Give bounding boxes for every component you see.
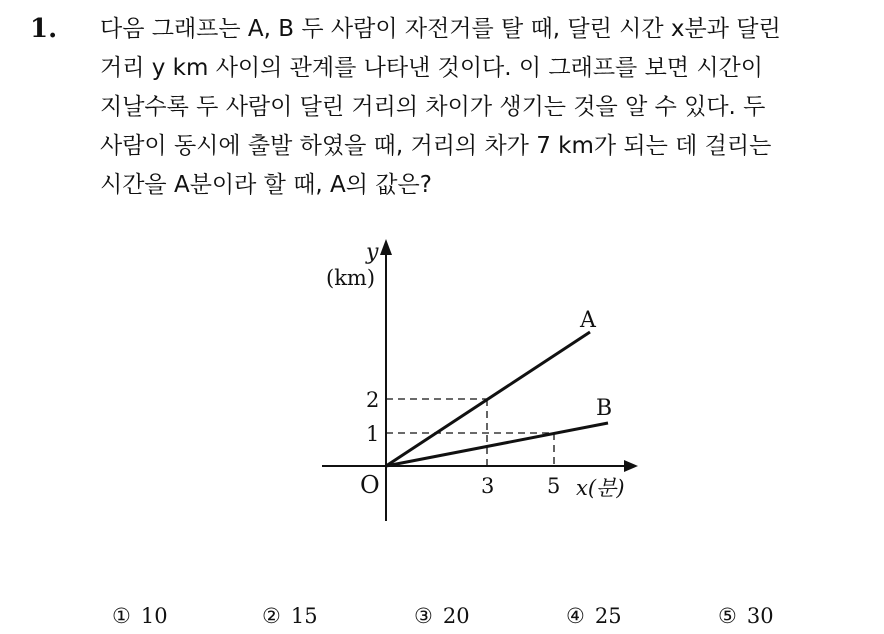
- choice-value: 10: [140, 604, 168, 628]
- choice-5[interactable]: [718, 604, 774, 628]
- choice-mark: ③: [414, 604, 433, 628]
- choice-value: 20: [442, 604, 470, 628]
- question-line: 다음 그래프는 A, B 두 사람이 자전거를 탈 때, 달린 시간 x분과 달린: [100, 16, 781, 42]
- y-axis-label: y: [366, 240, 379, 265]
- y-tick-2: 2: [366, 388, 380, 412]
- choice-mark: ⑤: [718, 604, 737, 628]
- y-axis-arrow: [380, 239, 392, 255]
- distance-time-graph: [300, 225, 660, 525]
- choice-value: 25: [594, 604, 622, 628]
- choice-mark: ④: [566, 604, 585, 628]
- question-line: 지날수록 두 사람이 달린 거리의 차이가 생기는 것을 알 수 있다. 두: [100, 94, 766, 120]
- choice-mark: ②: [262, 604, 281, 628]
- question-number: 1.: [30, 14, 58, 44]
- question-line: 거리 y km 사이의 관계를 나타낸 것이다. 이 그래프를 보면 시간이: [100, 55, 763, 81]
- choice-2[interactable]: [262, 604, 318, 628]
- choice-value: 15: [290, 604, 318, 628]
- x-axis-arrow: [624, 460, 638, 472]
- origin-label: O: [360, 471, 380, 499]
- x-axis-label: x(분): [576, 476, 625, 500]
- question-line: 시간을 A분이라 할 때, A의 값은?: [100, 172, 432, 198]
- choice-4[interactable]: [566, 604, 622, 628]
- answer-choices: [0, 604, 884, 634]
- y-tick-1: 1: [366, 422, 380, 446]
- choice-1[interactable]: [112, 604, 168, 628]
- line-b-label: B: [596, 396, 613, 421]
- choice-value: 30: [746, 604, 774, 628]
- choice-mark: ①: [112, 604, 131, 628]
- choice-3[interactable]: [414, 604, 470, 628]
- line-a-label: A: [580, 308, 596, 333]
- question-text: [100, 10, 870, 205]
- y-axis-unit: (km): [326, 266, 376, 290]
- x-tick-3: 3: [481, 474, 495, 498]
- x-tick-5: 5: [547, 474, 561, 498]
- question-line: 사람이 동시에 출발 하였을 때, 거리의 차가 7 km가 되는 데 걸리는: [100, 133, 772, 159]
